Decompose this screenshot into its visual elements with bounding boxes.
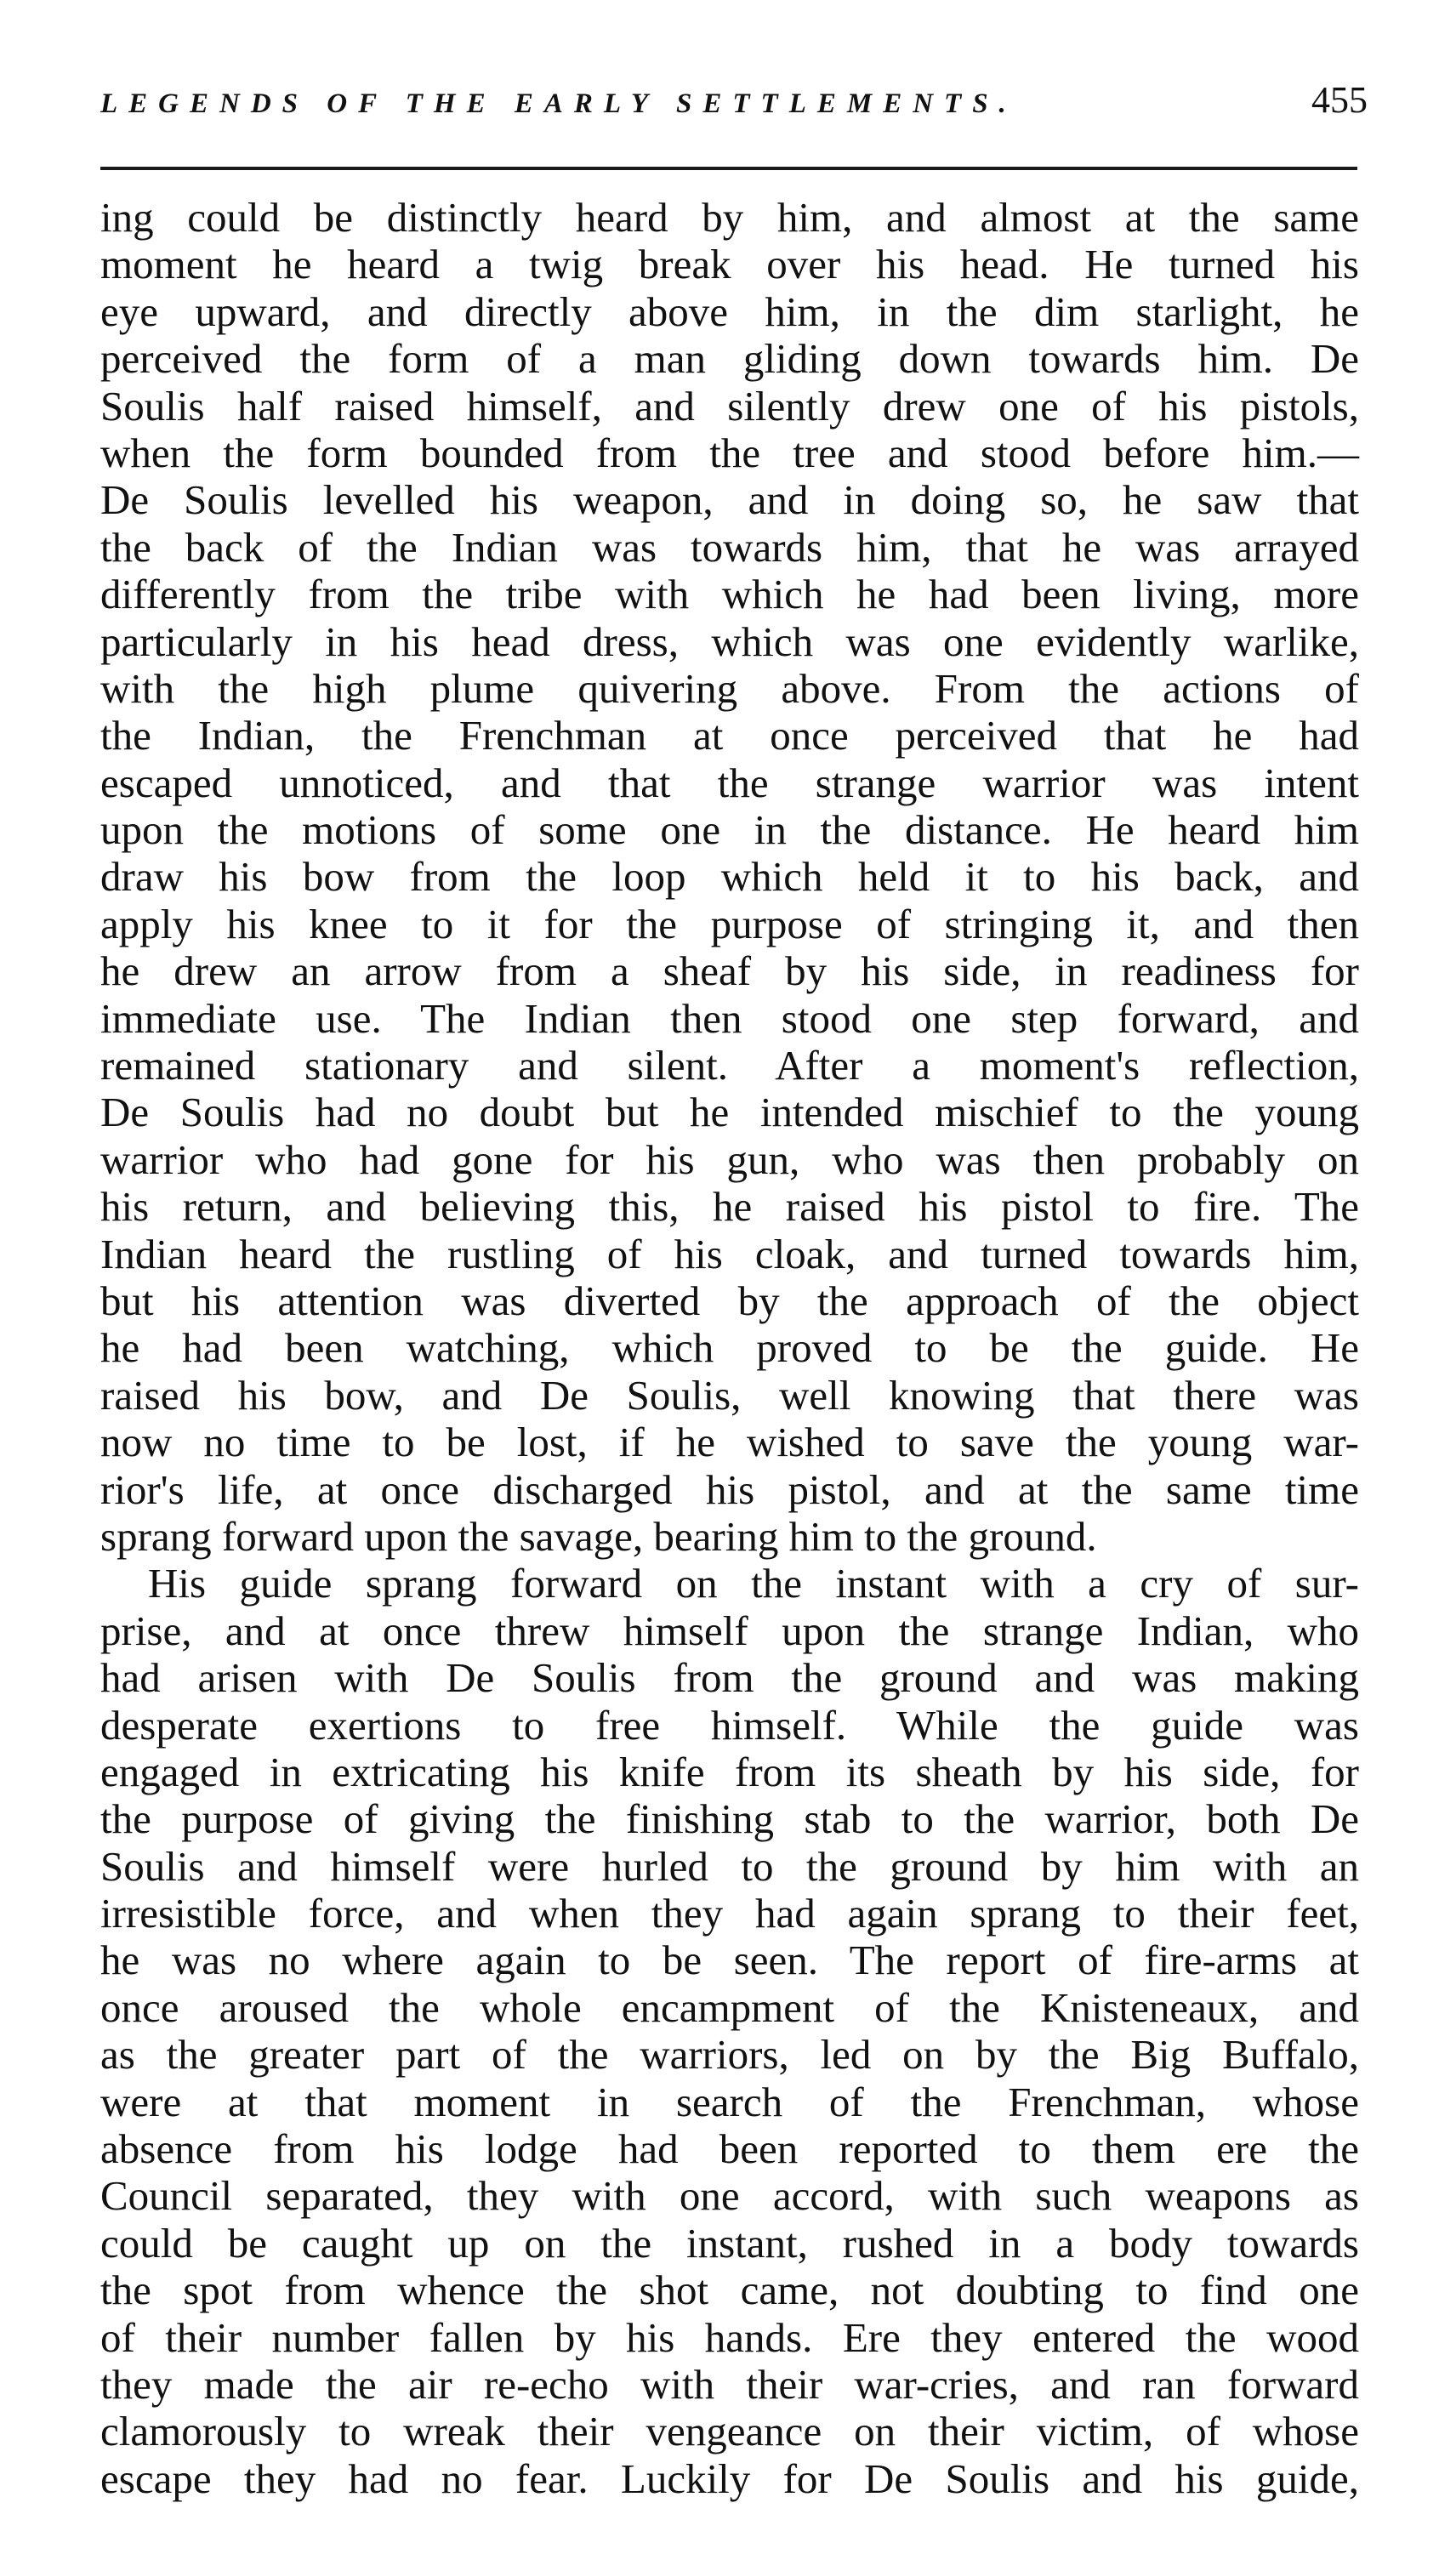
text-line: absence from his lodge had been reported to them ere the bbox=[100, 2125, 1359, 2173]
page-header bbox=[100, 78, 1368, 138]
text-line: the purpose of giving the finishing stab to the warrior, both De bbox=[100, 1795, 1359, 1843]
text-line: he had been watching, which proved to be the guide. He bbox=[100, 1324, 1359, 1372]
text-line: of their number fallen by his hands. Ere they entered the wood bbox=[100, 2313, 1359, 2361]
text-line: could be caught up on the instant, rushed in a body towards bbox=[100, 2219, 1359, 2267]
text-line: Council separated, they with one accord, with such weapons as bbox=[100, 2172, 1359, 2220]
text-line: perceived the form of a man gliding down towards him. De bbox=[100, 335, 1359, 383]
text-line: particularly in his head dress, which was one evidently warlike, bbox=[100, 617, 1359, 665]
text-line: warrior who had gone for his gun, who was then probably on bbox=[100, 1135, 1359, 1183]
text-line: De Soulis levelled his weapon, and in doing so, he saw that bbox=[100, 476, 1359, 524]
text-line: prise, and at once threw himself upon the strange Indian, who bbox=[100, 1607, 1359, 1654]
text-line: his return, and believing this, he raised his pistol to fire. The bbox=[100, 1183, 1359, 1231]
text-line: apply his knee to it for the purpose of stringing it, and then bbox=[100, 900, 1359, 947]
text-line: they made the air re-echo with their war-cries, and ran forward bbox=[100, 2360, 1359, 2408]
text-line: moment he heard a twig break over his head. He turned his bbox=[100, 241, 1359, 288]
text-line: the back of the Indian was towards him, that he was arrayed bbox=[100, 523, 1359, 571]
text-line: ing could be distinctly heard by him, and almost at the same bbox=[100, 194, 1359, 241]
text-line: but his attention was diverted by the approach of the object bbox=[100, 1277, 1359, 1324]
text-line: remained stationary and silent. After a moment's reflection, bbox=[100, 1042, 1359, 1089]
text-line: with the high plume quivering above. From the actions of bbox=[100, 664, 1359, 712]
text-line: raised his bow, and De Soulis, well knowing that there was bbox=[100, 1371, 1359, 1419]
text-line: escaped unnoticed, and that the strange warrior was intent bbox=[100, 759, 1359, 806]
text-line: Soulis and himself were hurled to the ground by him with an bbox=[100, 1842, 1359, 1890]
text-line: upon the motions of some one in the distance. He heard him bbox=[100, 806, 1359, 854]
body-text bbox=[100, 194, 1359, 2502]
text-line: His guide sprang forward on the instant with a cry of sur- bbox=[148, 1560, 1359, 1607]
text-line: the spot from whence the shot came, not doubting to find one bbox=[100, 2267, 1359, 2314]
text-line: Soulis half raised himself, and silently drew one of his pistols, bbox=[100, 382, 1359, 429]
text-line: had arisen with De Soulis from the ground and was making bbox=[100, 1654, 1359, 1702]
text-line: as the greater part of the warriors, led on by the Big Buffalo, bbox=[100, 2031, 1359, 2079]
text-line: once aroused the whole encampment of the Knisteneaux, and bbox=[100, 1983, 1359, 2031]
text-line: escape they had no fear. Luckily for De Soulis and his guide, bbox=[100, 2454, 1359, 2502]
text-line: differently from the tribe with which he had been living, more bbox=[100, 571, 1359, 618]
running-title: LEGENDS OF THE EARLY SETTLEMENTS. bbox=[100, 88, 1017, 119]
text-line: desperate exertions to free himself. While the guide was bbox=[100, 1701, 1359, 1749]
text-line: he was no where again to be seen. The report of fire-arms at bbox=[100, 1937, 1359, 1984]
text-line: Indian heard the rustling of his cloak, and turned towards him, bbox=[100, 1230, 1359, 1277]
text-line: irresistible force, and when they had again sprang to their feet, bbox=[100, 1890, 1359, 1937]
header-rule bbox=[100, 167, 1357, 170]
text-line: eye upward, and directly above him, in the dim starlight, he bbox=[100, 287, 1359, 335]
text-line: the Indian, the Frenchman at once perceived that he had bbox=[100, 712, 1359, 759]
text-line: he drew an arrow from a sheaf by his side, in readiness for bbox=[100, 947, 1359, 995]
text-line: rior's life, at once discharged his pistol, and at the same time bbox=[100, 1465, 1359, 1513]
text-line: engaged in extricating his knife from its sheath by his side, for bbox=[100, 1748, 1359, 1795]
page-number: 455 bbox=[1311, 79, 1368, 121]
text-line: sprang forward upon the savage, bearing him to the ground. bbox=[100, 1512, 1097, 1560]
text-line: when the form bounded from the tree and stood before him.— bbox=[100, 429, 1359, 476]
text-line: draw his bow from the loop which held it to his back, and bbox=[100, 853, 1359, 901]
text-line: De Soulis had no doubt but he intended mischief to the young bbox=[100, 1089, 1359, 1136]
text-line: clamorously to wreak their vengeance on their victim, of whose bbox=[100, 2408, 1359, 2455]
text-line: now no time to be lost, if he wished to save the young war- bbox=[100, 1419, 1359, 1466]
text-line: were at that moment in search of the Frenchman, whose bbox=[100, 2078, 1359, 2125]
text-line: immediate use. The Indian then stood one step forward, and bbox=[100, 994, 1359, 1042]
